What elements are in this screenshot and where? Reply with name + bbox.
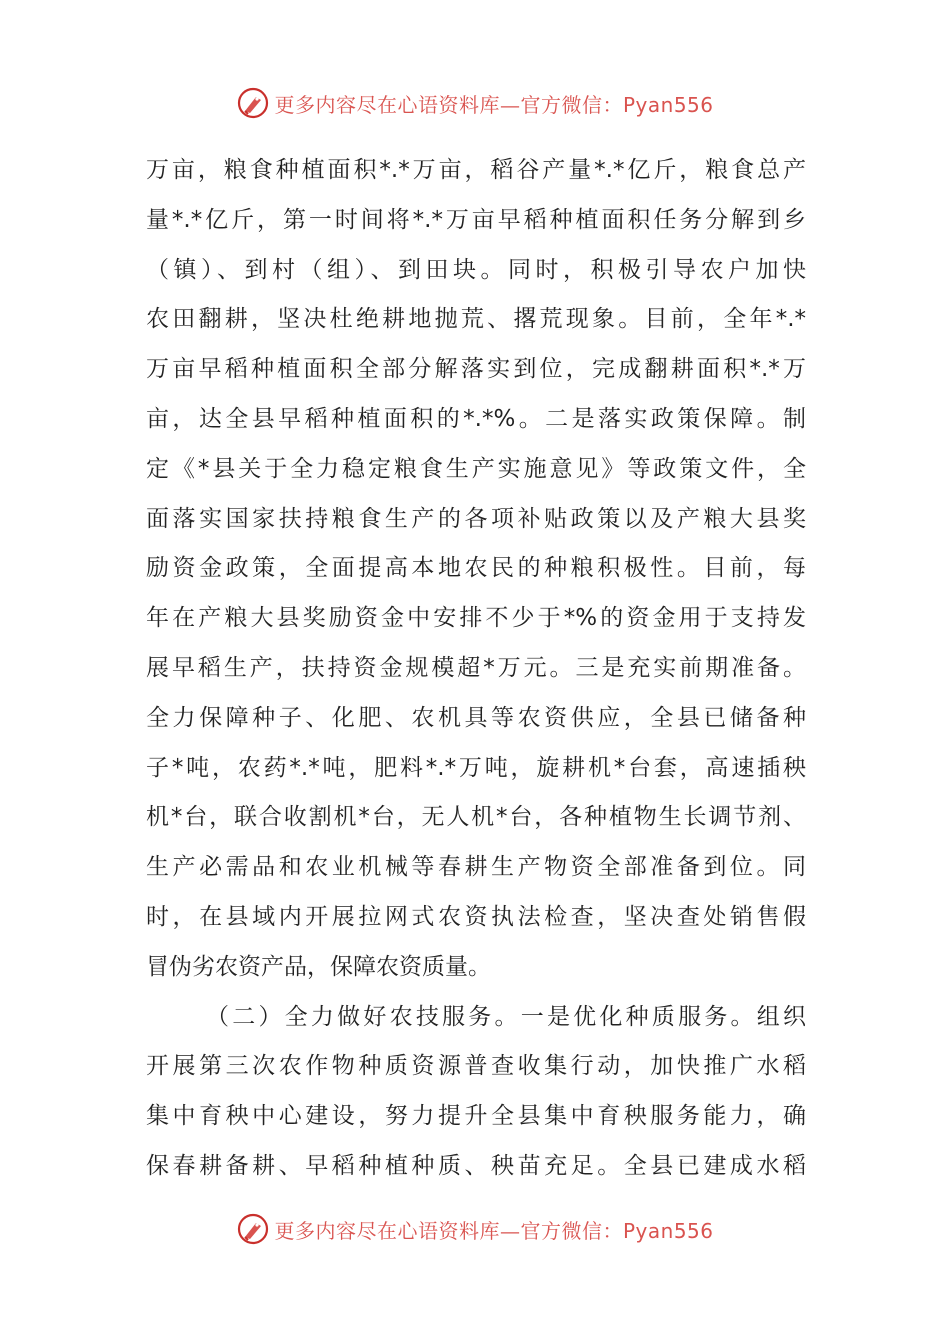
header-brand: 更多内容尽在心语资料库 [274,92,500,117]
footer-wechat-label: 官方微信： [520,1218,623,1243]
text-line: 面落实国家扶持粮食生产的各项补贴政策以及产粮大县奖 [146,505,806,532]
text-line: 定《*县关于全力稳定粮食生产实施意见》等政策文件，全 [146,455,806,482]
text-line: 万亩早稻种植面积全部分解落实到位，完成翻耕面积*.*万 [146,356,806,383]
text-line: 生产必需品和农业机械等春耕生产物资全部准备到位。同 [146,854,806,881]
footer-banner [0,1209,950,1249]
text-line: 励资金政策，全面提高本地农民的种粮积极性。目前，每 [146,555,806,582]
text-line: 展早稻生产，扶持资金规模超*万元。三是充实前期准备。 [146,654,806,681]
text-line: 万亩，粮食种植面积*.*万亩，稻谷产量*.*亿斤，粮食总产 [146,157,806,183]
text-line: 全力保障种子、化肥、农机具等农资供应，全县已储备种 [146,704,806,731]
footer-brand: 更多内容尽在心语资料库 [274,1218,500,1243]
text-line: 冒伪劣农资产品，保障农资质量。 [146,953,491,980]
text-line: （镇）、到村（组）、到田块。同时，积极引导农户加快 [146,256,806,283]
text-line: 子*吨，农药*.*吨，肥料*.*万吨，旋耕机*台套，高速插秧 [146,754,806,781]
header-wechat-label: 官方微信： [520,92,623,117]
footer-wechat-id: Pyan556 [622,1218,714,1243]
footer-dash: — [499,1218,521,1243]
document-body [146,146,806,1192]
text-line: 保春耕备耕、早稻种植种质、秧苗充足。全县已建成水稻 [146,1152,806,1179]
footer-text [274,1215,713,1244]
header-text [274,89,713,118]
text-line: （二）全力做好农技服务。一是优化种质服务。组织 [206,1003,806,1030]
pen-nib-icon [236,86,270,120]
text-line: 量*.*亿斤，第一时间将*.*万亩早稻种植面积任务分解到乡 [146,206,806,233]
header-wechat-id: Pyan556 [622,92,714,117]
header-banner [0,83,950,123]
text-line: 机*台，联合收割机*台，无人机*台，各种植物生长调节剂、 [146,804,806,831]
text-line: 开展第三次农作物种质资源普查收集行动，加快推广水稻 [146,1053,806,1080]
header-dash: — [499,92,521,117]
text-line: 时，在县域内开展拉网式农资执法检查，坚决查处销售假 [146,903,806,930]
text-line: 集中育秧中心建设，努力提升全县集中育秧服务能力，确 [146,1103,806,1130]
pen-nib-icon [236,1212,270,1246]
text-line: 农田翻耕，坚决杜绝耕地抛荒、撂荒现象。目前，全年*.* [146,306,806,333]
text-line: 亩，达全县早稻种植面积的*.*%。二是落实政策保障。制 [146,405,806,432]
text-line: 年在产粮大县奖励资金中安排不少于*%的资金用于支持发 [146,605,806,632]
